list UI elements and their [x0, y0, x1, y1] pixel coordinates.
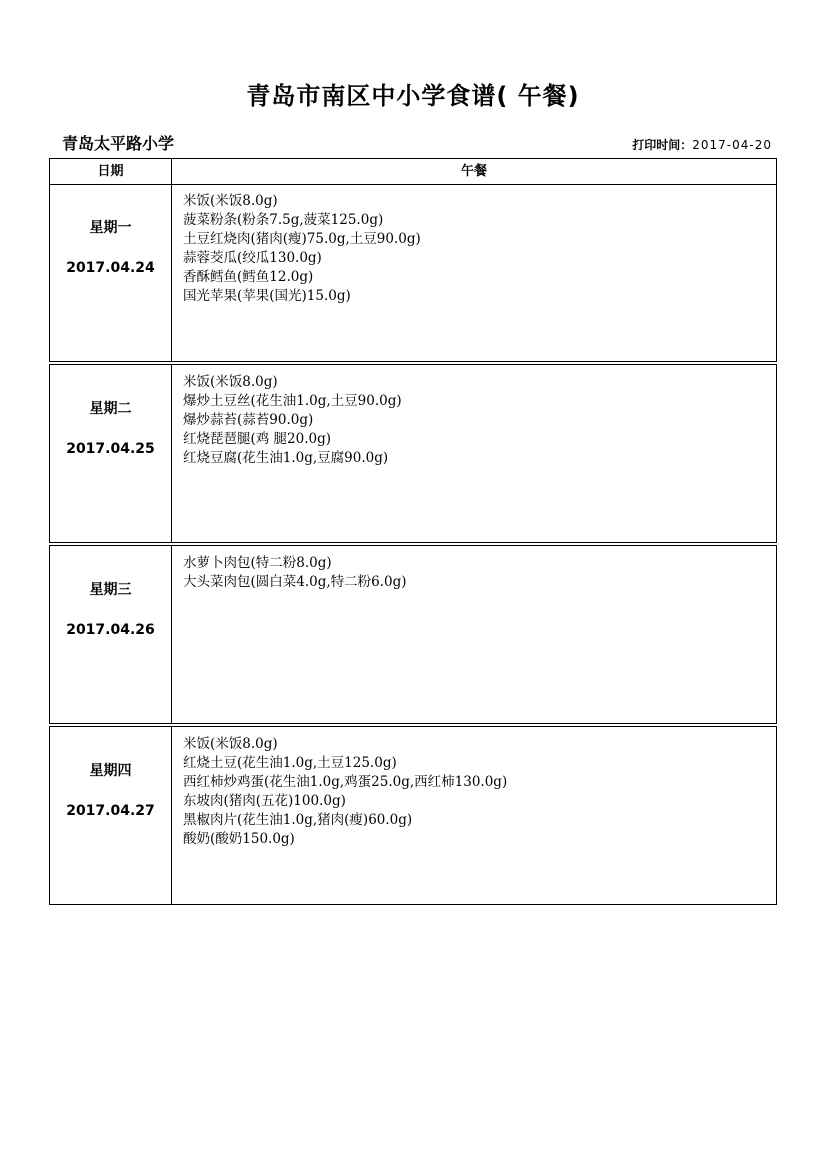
date-label: 2017.04.26 — [66, 622, 155, 638]
dish-item: 爆炒土豆丝(花生油1.0g,土豆90.0g) — [183, 393, 402, 409]
dish-item: 红烧琵琶腿(鸡 腿20.0g) — [183, 431, 332, 447]
date-label: 2017.04.27 — [66, 803, 155, 819]
date-label: 2017.04.25 — [66, 441, 155, 457]
dish-item: 土豆红烧肉(猪肉(瘦)75.0g,土豆90.0g) — [183, 231, 421, 247]
weekday-label: 星期三 — [89, 582, 132, 598]
dish-item: 西红柿炒鸡蛋(花生油1.0g,鸡蛋25.0g,西红柿130.0g) — [183, 774, 508, 790]
school-name: 青岛太平路小学 — [62, 134, 175, 153]
day-row-tuesday — [49, 364, 777, 543]
page-title: 青岛市南区中小学食谱( 午餐) — [246, 82, 580, 110]
day-row-wednesday — [49, 545, 777, 724]
print-time — [632, 136, 772, 153]
dish-list — [183, 735, 507, 849]
date-cell — [50, 365, 172, 542]
date-cell — [50, 184, 172, 361]
dish-item: 米饭(米饭8.0g) — [183, 374, 278, 390]
day-row-monday — [49, 184, 777, 362]
print-time-label: 打印时间： — [632, 138, 693, 152]
dish-item: 米饭(米饭8.0g) — [183, 736, 278, 752]
dish-item: 菠菜粉条(粉条7.5g,菠菜125.0g) — [183, 212, 384, 228]
date-label: 2017.04.24 — [66, 260, 155, 276]
table-header — [49, 158, 777, 185]
dish-item: 红烧土豆(花生油1.0g,土豆125.0g) — [183, 755, 397, 771]
date-cell — [50, 546, 172, 723]
dish-list — [183, 192, 421, 306]
dish-item: 黑椒肉片(花生油1.0g,猪肉(瘦)60.0g) — [183, 812, 413, 828]
dish-item: 东坡肉(猪肉(五花)100.0g) — [183, 793, 346, 809]
date-cell — [50, 727, 172, 904]
print-time-value: 2017-04-20 — [692, 138, 772, 152]
column-header-lunch: 午餐 — [460, 164, 487, 179]
column-header-date: 日期 — [50, 159, 172, 184]
dish-item: 酸奶(酸奶150.0g) — [183, 831, 295, 847]
dish-item: 红烧豆腐(花生油1.0g,豆腐90.0g) — [183, 450, 389, 466]
dish-list — [183, 373, 402, 468]
dish-item: 爆炒蒜苔(蒜苔90.0g) — [183, 412, 314, 428]
dish-item: 国光苹果(苹果(国光)15.0g) — [183, 288, 351, 304]
dish-item: 大头菜肉包(圆白菜4.0g,特二粉6.0g) — [183, 574, 407, 590]
weekday-label: 星期一 — [89, 220, 132, 236]
weekday-label: 星期二 — [89, 401, 132, 417]
dish-item: 水萝卜肉包(特二粉8.0g) — [183, 555, 332, 571]
day-row-thursday — [49, 726, 777, 905]
weekday-label: 星期四 — [89, 763, 132, 779]
dish-item: 香酥鳕鱼(鳕鱼12.0g) — [183, 269, 314, 285]
dish-item: 米饭(米饭8.0g) — [183, 193, 278, 209]
dish-list — [183, 554, 407, 592]
dish-item: 蒜蓉茭瓜(绞瓜130.0g) — [183, 250, 322, 266]
